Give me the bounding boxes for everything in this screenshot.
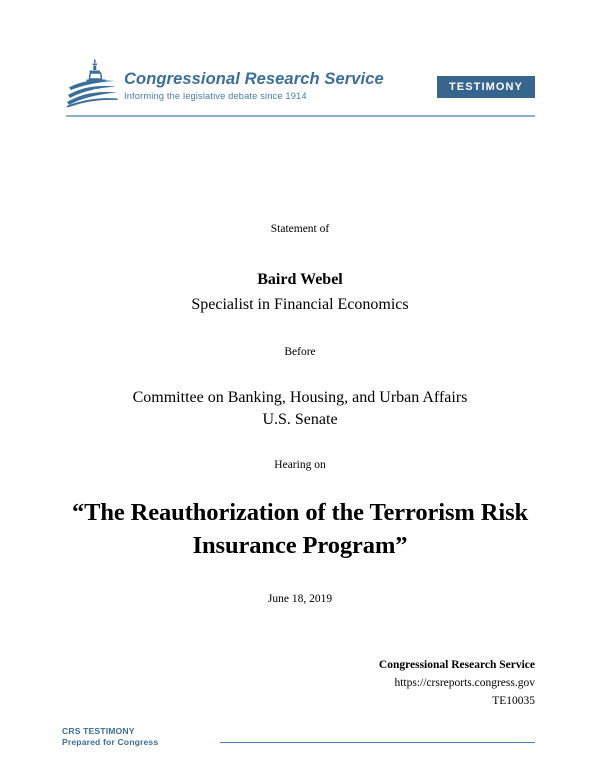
imprint-organization: Congressional Research Service — [378, 659, 535, 671]
crs-wordmark — [124, 58, 384, 101]
footer-label — [62, 726, 158, 749]
imprint-url[interactable]: https://crsreports.congress.gov — [394, 676, 535, 689]
capitol-dome-icon — [66, 59, 118, 109]
testimony-badge: TESTIMONY — [437, 76, 535, 98]
committee-name: Committee on Banking, Housing, and Urban Affairs — [132, 389, 468, 407]
imprint-block — [379, 657, 535, 710]
crs-tagline: Informing the legislative debate since 1914 — [124, 90, 307, 101]
page-footer — [62, 726, 535, 750]
author-name: Baird Webel — [257, 270, 343, 288]
document-date: June 18, 2019 — [267, 593, 333, 606]
cover-block — [60, 222, 540, 605]
crs-org-name: Congressional Research Service — [124, 70, 384, 88]
before-label: Before — [284, 346, 316, 359]
header-divider — [66, 115, 535, 117]
report-number: TE10035 — [492, 694, 535, 707]
hearing-label: Hearing on — [274, 459, 326, 472]
crs-brand — [66, 58, 384, 109]
footer-divider — [220, 742, 535, 743]
page-title: “The Reauthorization of the Terrorism Risk Insurance Program” — [71, 499, 529, 559]
author-title: Specialist in Financial Economics — [191, 295, 409, 313]
page-header — [66, 58, 535, 114]
footer-line-2: Prepared for Congress — [62, 737, 159, 748]
footer-line-1: CRS TESTIMONY — [62, 726, 135, 736]
chamber-name: U.S. Senate — [262, 410, 338, 428]
statement-label: Statement of — [270, 223, 330, 235]
